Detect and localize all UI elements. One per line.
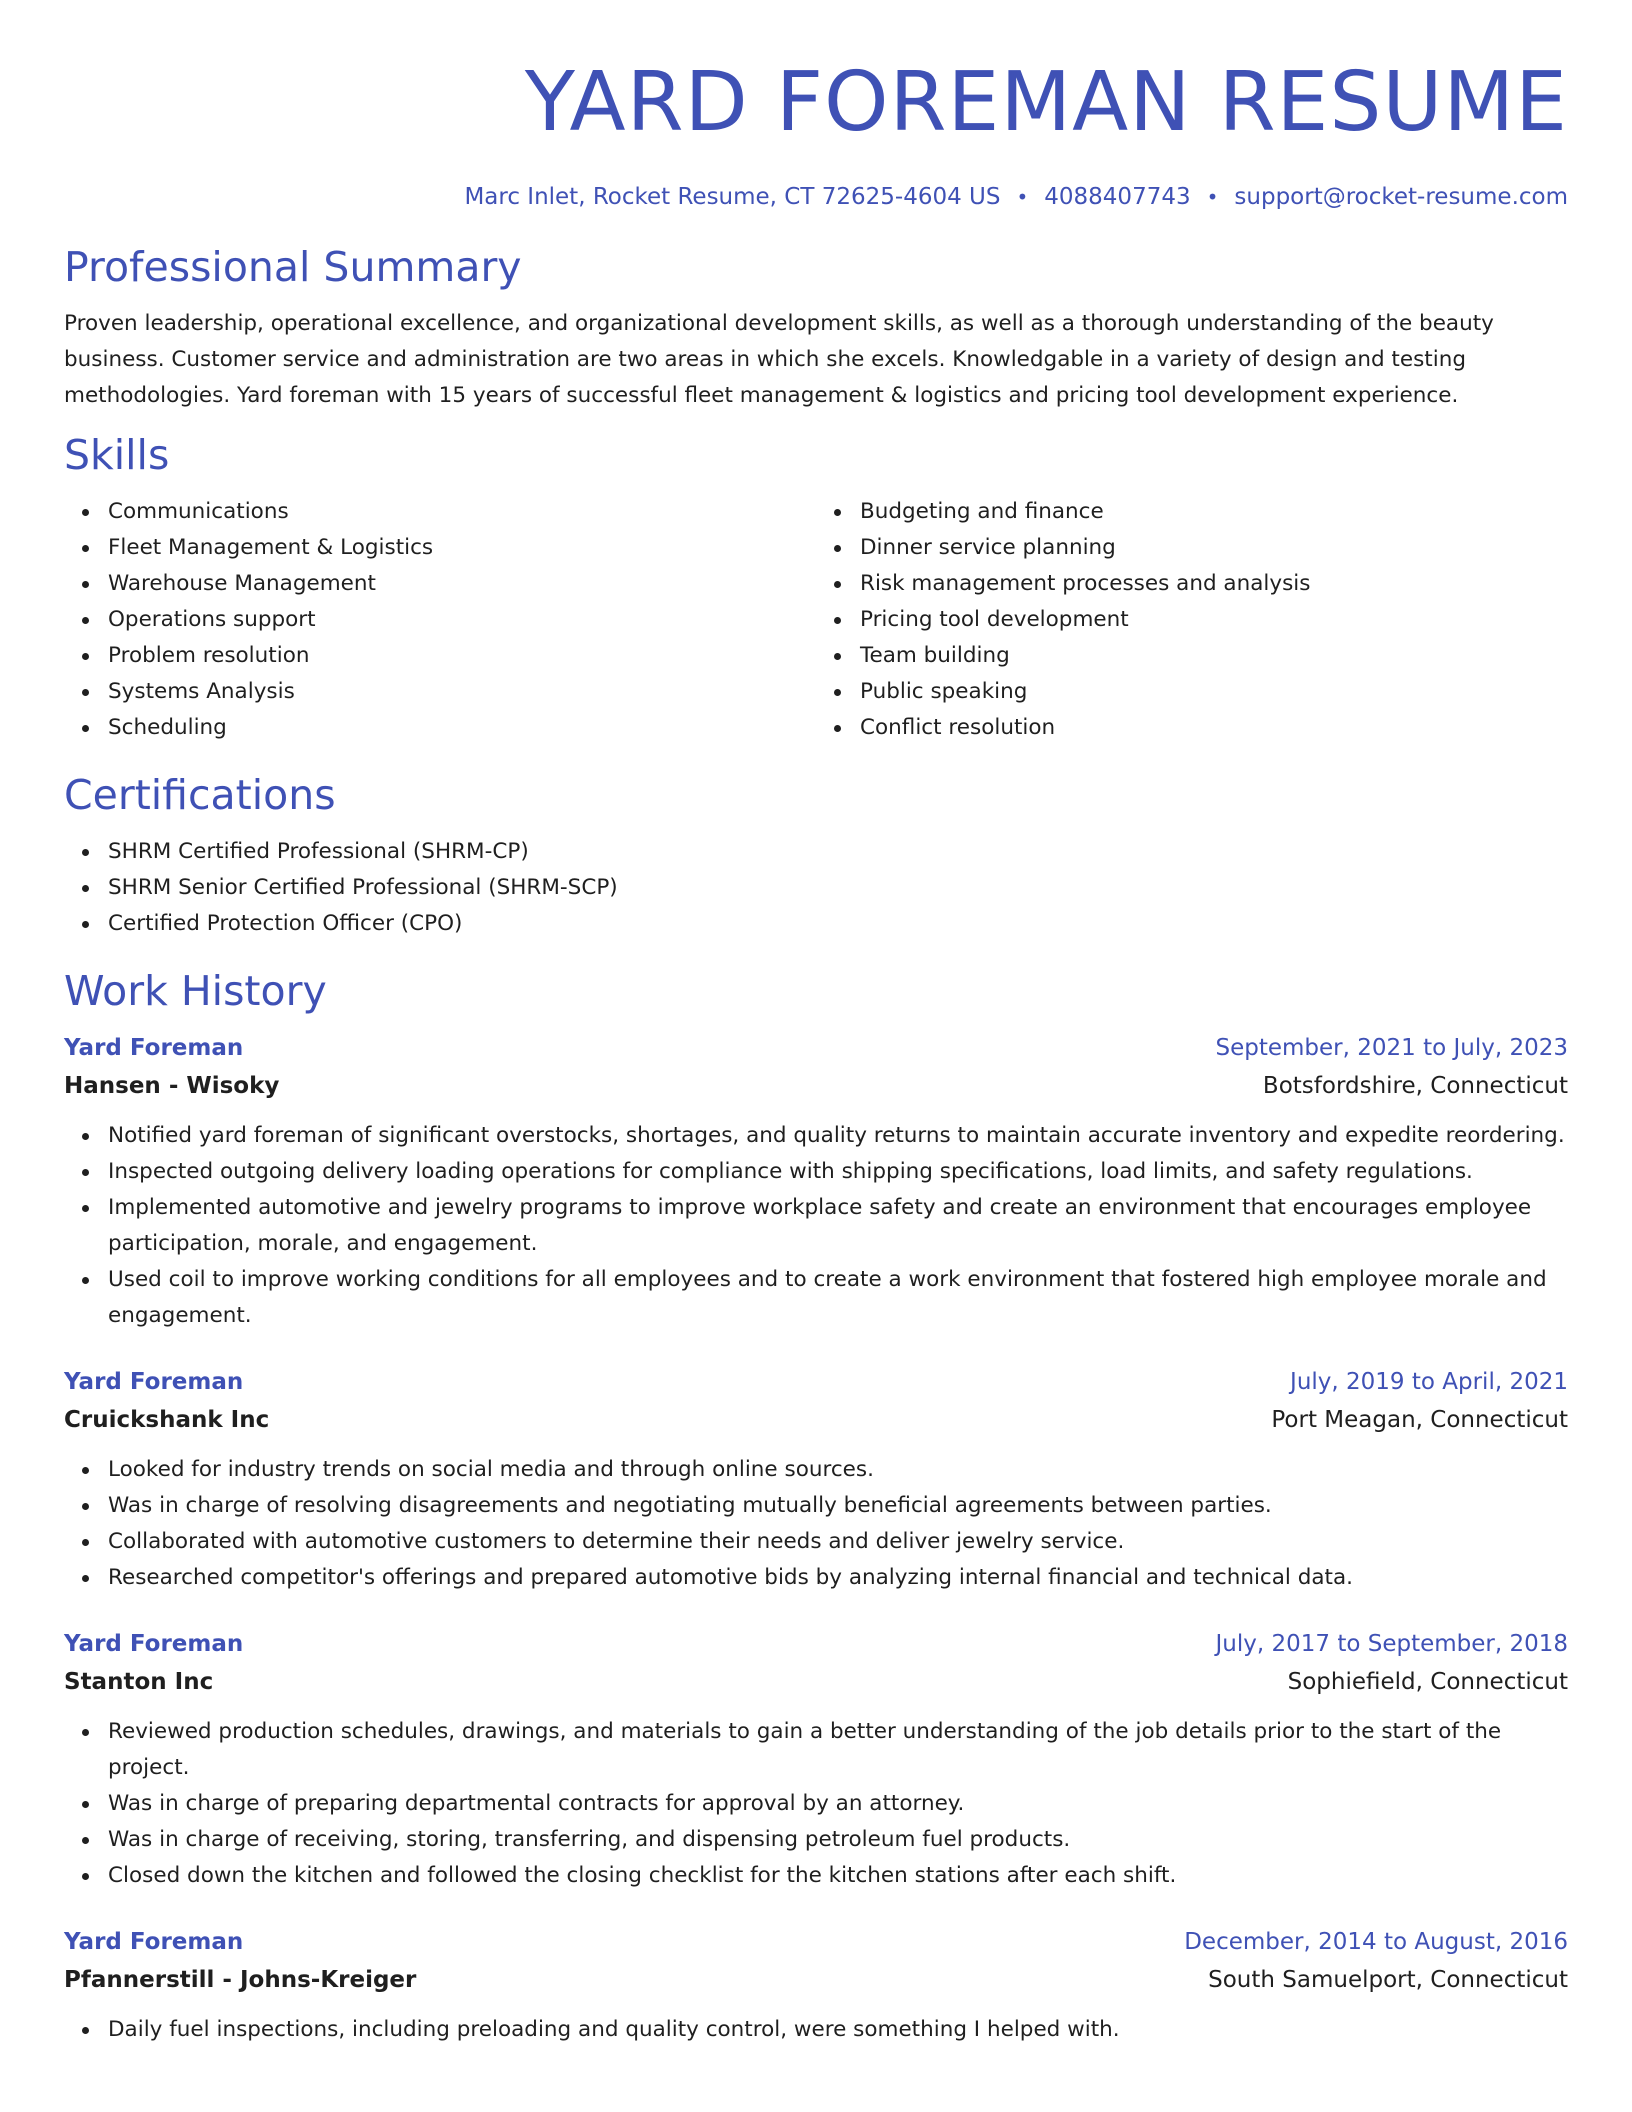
list-item: Operations support (108, 602, 816, 638)
job-title: Yard Foreman (64, 1929, 244, 1955)
list-item: Closed down the kitchen and followed the closing checklist for the kitchen stations after each shift. (108, 1858, 1568, 1894)
skills-heading: Skills (64, 431, 170, 479)
job-header-row (64, 1364, 1568, 1400)
job-company-row (64, 1960, 1568, 2000)
job-header-row (64, 1626, 1568, 1662)
list-item: Communications (108, 494, 816, 530)
job-header-row (64, 1924, 1568, 1960)
list-item: Certified Protection Officer (CPO) (108, 906, 1568, 942)
job-bullets (64, 1714, 1568, 1894)
list-item: Was in charge of resolving disagreements and negotiating mutually beneficial agreements between parties. (108, 1488, 1568, 1524)
job-dates: July, 2017 to September, 2018 (1215, 1631, 1568, 1657)
skills-list-left (64, 494, 816, 746)
job-bullets (64, 1118, 1568, 1334)
job-bullets (64, 2012, 1568, 2048)
contact-separator: • (1016, 185, 1029, 209)
list-item: Conflict resolution (860, 710, 1568, 746)
list-item: Risk management processes and analysis (860, 566, 1568, 602)
list-item: Systems Analysis (108, 674, 816, 710)
job-title: Yard Foreman (64, 1035, 244, 1061)
contact-address: Marc Inlet, Rocket Resume, CT 72625-4604 US (464, 184, 1001, 210)
list-item: Inspected outgoing delivery loading operations for compliance with shipping specifications, load limits, and safety regulations. (108, 1154, 1568, 1190)
list-item: Implemented automotive and jewelry programs to improve workplace safety and create an environment that encourages employee participation, morale, and engagement. (108, 1190, 1568, 1262)
job-entry (64, 1030, 1568, 1334)
list-item: Dinner service planning (860, 530, 1568, 566)
job-company-row (64, 1662, 1568, 1702)
list-item: Public speaking (860, 674, 1568, 710)
list-item: Daily fuel inspections, including preloading and quality control, were something I helped with. (108, 2012, 1568, 2048)
job-location: Sophiefield, Connecticut (1287, 1669, 1568, 1695)
work-history-section (64, 966, 1568, 2048)
list-item: Notified yard foreman of significant overstocks, shortages, and quality returns to maintain accurate inventory and expedite reordering. (108, 1118, 1568, 1154)
certifications-list (64, 834, 1568, 942)
list-item: Budgeting and finance (860, 494, 1568, 530)
job-location: Port Meagan, Connecticut (1271, 1407, 1568, 1433)
certifications-section (64, 770, 1568, 942)
skills-list-right (816, 494, 1568, 746)
job-dates: July, 2019 to April, 2021 (1290, 1369, 1568, 1395)
work-history-heading: Work History (64, 967, 327, 1015)
list-item: Team building (860, 638, 1568, 674)
job-location: Botsfordshire, Connecticut (1262, 1073, 1568, 1099)
job-header-row (64, 1030, 1568, 1066)
job-title: Yard Foreman (64, 1369, 244, 1395)
job-company-row (64, 1400, 1568, 1440)
list-item: SHRM Senior Certified Professional (SHRM-SCP) (108, 870, 1568, 906)
summary-heading: Professional Summary (64, 243, 522, 291)
list-item: Was in charge of preparing departmental contracts for approval by an attorney. (108, 1786, 1568, 1822)
job-company: Pfannerstill - Johns-Kreiger (64, 1967, 417, 1993)
job-entry (64, 1626, 1568, 1894)
contact-email: support@rocket-resume.com (1234, 184, 1568, 210)
skills-columns (64, 494, 1568, 746)
list-item: SHRM Certified Professional (SHRM-CP) (108, 834, 1568, 870)
list-item: Pricing tool development (860, 602, 1568, 638)
list-item: Fleet Management & Logistics (108, 530, 816, 566)
job-dates: September, 2021 to July, 2023 (1215, 1035, 1568, 1061)
list-item: Reviewed production schedules, drawings, and materials to gain a better understanding of the job details prior to the start of the project. (108, 1714, 1568, 1786)
job-location: South Samuelport, Connecticut (1208, 1967, 1568, 1993)
job-company: Hansen - Wisoky (64, 1073, 280, 1099)
list-item: Researched competitor's offerings and prepared automotive bids by analyzing internal financial and technical data. (108, 1560, 1568, 1596)
job-company-row (64, 1066, 1568, 1106)
contact-separator: • (1206, 185, 1219, 209)
job-entry (64, 1364, 1568, 1596)
list-item: Problem resolution (108, 638, 816, 674)
resume-title: YARD FOREMAN RESUME (524, 55, 1568, 150)
skills-section (64, 430, 1568, 746)
job-company: Stanton Inc (64, 1669, 214, 1695)
list-item: Collaborated with automotive customers to determine their needs and deliver jewelry service. (108, 1524, 1568, 1560)
list-item: Looked for industry trends on social media and through online sources. (108, 1452, 1568, 1488)
summary-text: Proven leadership, operational excellence, and organizational development skills, as well as a thorough understanding of the beauty business. Customer service and administration are two areas in which she excels. Knowledgable in a variety of design and testing methodologies. Yard foreman with 15 years of successful fleet management & logistics and pricing tool development experience. (64, 311, 1494, 408)
contact-line (64, 182, 1568, 212)
job-entry (64, 1924, 1568, 2048)
list-item: Used coil to improve working conditions for all employees and to create a work environment that fostered high employee morale and engagement. (108, 1262, 1568, 1334)
list-item: Scheduling (108, 710, 816, 746)
job-dates: December, 2014 to August, 2016 (1184, 1929, 1568, 1955)
summary-section (64, 242, 1568, 414)
job-title: Yard Foreman (64, 1631, 244, 1657)
contact-phone: 4088407743 (1044, 184, 1191, 210)
list-item: Was in charge of receiving, storing, transferring, and dispensing petroleum fuel products. (108, 1822, 1568, 1858)
job-bullets (64, 1452, 1568, 1596)
certifications-heading: Certifications (64, 771, 336, 819)
list-item: Warehouse Management (108, 566, 816, 602)
job-company: Cruickshank Inc (64, 1407, 270, 1433)
